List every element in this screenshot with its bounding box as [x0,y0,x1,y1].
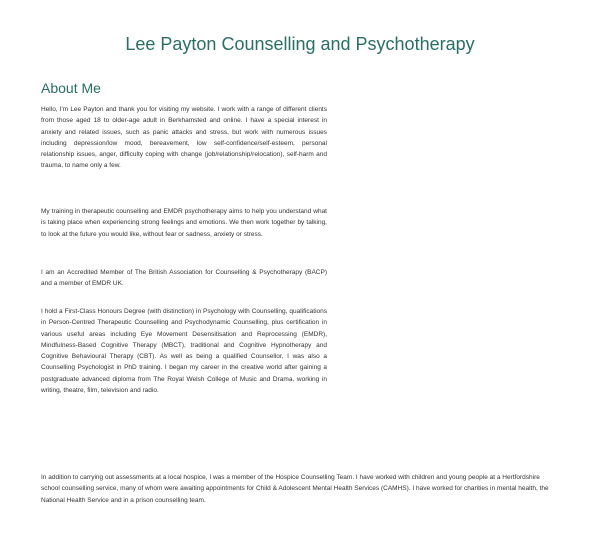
site-title: Lee Payton Counselling and Psychotherapy [125,34,475,54]
about-paragraph-experience: In addition to carrying out assessments at a local hospice, I was a member of the Hospice Counselling Team. I have worked with children and young people at a Hertfordshire school counselling service, many of whom were awaiting appointments for Child & Adolescent Mental Health Services (CAMHS). I have worked for charities in mental health, the National Health Service and in a prison counselling team. [41,474,549,504]
about-paragraph-training: My training in therapeutic counselling and EMDR psychotherapy aims to help you understand what is taking place when experiencing strong feelings and emotions. We then work together by talking, to look at the future you would like, without fear or sadness, anxiety or stress. [41,208,327,238]
about-paragraph-accreditation: I am an Accredited Member of The British Association for Counselling & Psychotherapy (BACP) and a member of EMDR UK. [41,269,327,288]
about-heading: About Me [41,80,101,96]
about-paragraph-intro: Hello, I'm Lee Payton and thank you for visiting my website. I work with a range of different clients from those aged 18 to older-age adult in Berkhamsted and online. I have a special interest in anxiety and related issues, such as panic attacks and stress, but work with numerous issues including depression/low mood, bereavement, low self-confidence/self-esteem, personal relationship issues, anger, difficulty coping with change (job/relationship/relocation), self-harm and trauma, to name only a few. [41,106,327,170]
about-paragraph-qualifications: I hold a First-Class Honours Degree (with distinction) in Psychology with Counselling, qualifications in Person-Centred Therapeutic Counselling and Psychodynamic Counselling, plus certification in various useful areas including Eye Movement Desensitisation and Reprocessing (EMDR), Mindfulness-Based Cognitive Therapy (MBCT), traditional and Cognitive Hypnotherapy and Cognitive Behavioural Therapy (CBT). As well as being a qualified Counsellor, I was also a Counselling Psychologist in PhD training. I began my career in the creative world after gaining a postgraduate advanced diploma from The Royal Welsh College of Music and Drama, working in writing, theatre, film, television and radio. [41,308,327,395]
